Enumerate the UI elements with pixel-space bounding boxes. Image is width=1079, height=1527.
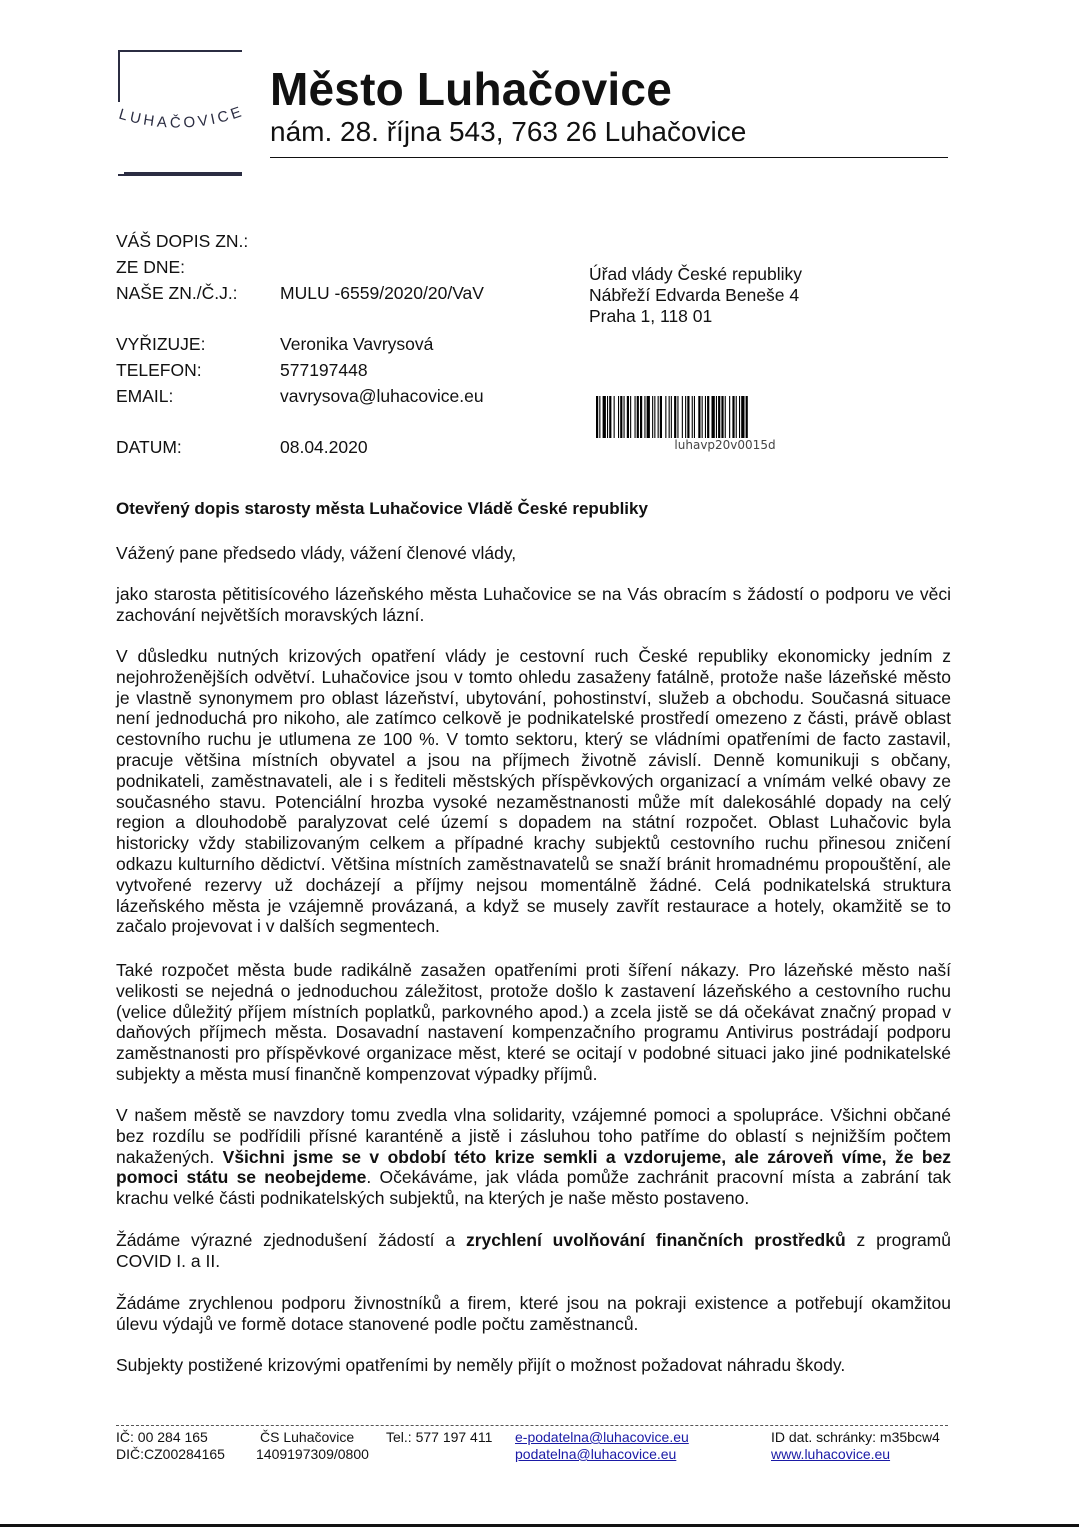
footer-bank-account: 1409197309/0800 (256, 1446, 369, 1462)
barcode-bar (716, 396, 717, 438)
footer-tel: Tel.: 577 197 411 (386, 1429, 493, 1445)
barcode-bar (746, 396, 748, 438)
our-ref-value: MULU -6559/2020/20/VaV (280, 283, 484, 303)
paragraph-4-emphasis: Všichni jsme se v období této krize semkli a vzdorujeme, ale zároveň víme, že bez pomoci státu se neobejdeme (116, 1146, 951, 1188)
footer-web-link[interactable]: www.luhacovice.eu (771, 1446, 891, 1462)
header-divider (270, 157, 948, 158)
barcode-bar (739, 396, 740, 438)
barcode-bar (654, 396, 655, 438)
your-letter-label: VÁŠ DOPIS ZN.: (116, 231, 249, 251)
city-logo (116, 50, 247, 174)
recipient-line-3: Praha 1, 118 01 (589, 306, 713, 326)
paragraph-4: V našem městě se navzdory tomu zvedla vlna solidarity, vzájemné pomoci a spolupráce. Všichni občané bez rozdílu se podřídili přísné karanténě a jistě i zásluhou toho patříme do oblastí s nejnižším počtem nakažených. Všichni jsme se v období této krize semkli a vzdorujeme, ale zároveň víme, že bez pomoci státu se neobejdeme. Očekáváme, jak vláda pomůže zachránit pracovní místa a zabrání tak krachu velké části podnikatelských subjektů, na kterých je naše město postaveno. (116, 1105, 952, 1209)
our-ref-label: NAŠE ZN./Č.J.: (116, 283, 238, 303)
footer-divider (116, 1425, 948, 1426)
svg-text:LUHAČOVICE: LUHAČOVICE (116, 102, 247, 132)
barcode-bar (644, 396, 645, 438)
paragraph-5: Žádáme výrazné zjednodušení žádostí a zrychlení uvolňování finančních prostředků z programů COVID I. a II. (116, 1230, 951, 1271)
barcode-bar (718, 396, 720, 438)
barcode-bar (732, 396, 734, 438)
barcode-bar (736, 396, 737, 438)
paragraph-6: Žádáme zrychlenou podporu živnostníků a firem, které jsou na pokraji existence a potřebují okamžitou úlevu výdajů ve formě dotace stanovené podle počtu zaměstnanců. (116, 1293, 951, 1334)
letter-greeting: Vážený pane předsedo vlády, vážení členové vlády, (116, 543, 517, 563)
barcode-bar (603, 396, 606, 438)
barcode-bar (674, 396, 676, 438)
barcode-bar (596, 396, 598, 438)
barcode-bar (702, 396, 703, 438)
footer-dic: DIČ:CZ00284165 (116, 1446, 225, 1462)
barcode-bar (620, 396, 622, 438)
barcode-bar (609, 396, 611, 438)
phone-value: 577197448 (280, 360, 368, 380)
barcode-bar (607, 396, 608, 438)
email-label: EMAIL: (116, 386, 174, 406)
barcode-bar (669, 396, 670, 438)
barcode-bar (707, 396, 709, 438)
barcode (596, 396, 854, 438)
date-from-label: ZE DNE: (116, 257, 186, 277)
footer-email-2[interactable] (515, 1446, 676, 1462)
phone-label: TELEFON: (116, 360, 202, 380)
barcode-bar (614, 396, 615, 438)
date-value: 08.04.2020 (280, 437, 368, 457)
handled-by-label: VYŘIZUJE: (116, 334, 206, 354)
barcode-bar (627, 396, 629, 438)
barcode-bar (729, 396, 730, 438)
barcode-bar (682, 396, 683, 438)
barcode-bar (640, 396, 642, 438)
barcode-bar (677, 396, 678, 438)
email-value: vavrysova@luhacovice.eu (280, 386, 484, 406)
barcode-bar (647, 396, 650, 438)
barcode-bar (721, 396, 723, 438)
barcode-bar (692, 396, 693, 438)
barcode-bar (725, 396, 726, 438)
footer-email-1[interactable] (515, 1429, 689, 1445)
barcode-bar (741, 396, 744, 438)
handled-by-value: Veronika Vavrysová (280, 334, 434, 354)
footer-web[interactable] (771, 1446, 890, 1462)
barcode-bar (635, 396, 636, 438)
paragraph-3: Také rozpočet města bude radikálně zasažen opatřeními proti šíření nákazy. Pro lázeňské město naší velikosti se nejedná o jednoduchou záležitost, protože došlo k zastavení lázeňského a cestovního ruchu (velice důležitý příjem místních poplatků, parkovného apod.) a zcela jistě se dá očekávat značný propad v daňových příjmech města. Dosavadní nastavení kompenzačního programu Antivirus postrádají podporu zaměstnanosti pro příspěvkové organizace měst, které se ocitají v podobné situaci jako jiné podnikatelské subjekty a města musí finančně kompenzovat výpadky příjmů. (116, 960, 951, 1084)
recipient-line-1: Úřad vlády České republiky (589, 264, 803, 284)
barcode-bar (624, 396, 625, 438)
paragraph-5-emphasis: zrychlení uvolňování finančních prostředků (465, 1230, 846, 1250)
date-label: DATUM: (116, 437, 182, 457)
barcode-bar (694, 396, 695, 438)
recipient-line-2: Nábřeží Edvarda Beneše 4 (589, 285, 800, 305)
footer-email-1-link[interactable]: e-podatelna@luhacovice.eu (515, 1429, 689, 1445)
barcode-bar (599, 396, 600, 438)
city-address: nám. 28. října 543, 763 26 Luhačovice (270, 116, 747, 147)
barcode-bar (630, 396, 631, 438)
barcode-bar (687, 396, 689, 438)
barcode-bar (658, 396, 659, 438)
barcode-bar (712, 396, 715, 438)
paragraph-2: V důsledku nutných krizových opatření vlády je cestovní ruch České republiky ekonomicky jedním z nejohroženějších odvětví. Luhačovice jsou v tomto ohledu zasaženy fatálně, protože naše lázeňské město je vlastně synonymem pro oblast lázeňství, ubytování, pohostinství, služeb a obchodu. Současná situace není jednoduchá pro nikoho, ale zatímco celkově je podnikatelské prostředí omezeno z části, právě oblast cestovního ruchu je utlumena ze 100 %. V tomto sektoru, který se vládními opatřeními de facto zastavil, pracuje většina místních obyvatel a jsou na příjmech životně závislí. Denně komunikuji s občany, podnikateli, zaměstnavateli, ale i s řediteli městských příspěvkových organizací a vnímám velké obavy ze současného stavu. Potenciální hrozba vysoké nezaměstnanosti může mít dalekosáhlé dopady na celý region a dlouhodobě paralyzovat celé území s dopadem na státní rozpočet. Oblast Luhačovic byla historicky vždy stabilizovaným celkem a případné krachy subjektů cestovního ruchu přinesou zničení odkazu kulturního dědictví. Většina místních zaměstnavatelů se snaží bránit hromadnému propouštění, ale vytvořené rezervy už docházejí a příjmy nejsou momentálně žádné. Celá podnikatelská struktura lázeňského města je vzájemně provázaná, a když se musely zavřít restaurace a hotely, okamžitě se to začalo projevovat i v dalších segmentech. (116, 646, 951, 937)
barcode-bar (671, 396, 672, 438)
paragraph-1: jako starosta pětitisícového lázeňského města Luhačovice se na Vás obracím s žádostí o podporu ve věci zachování největších moravských lázní. (116, 584, 951, 625)
logo-wordmark (110, 90, 250, 140)
barcode-bar (698, 396, 700, 438)
barcode-bar (637, 396, 639, 438)
barcode-code: luhavp20v0015d (674, 438, 776, 452)
barcode-bar (652, 396, 653, 438)
footer-bank-name: ČS Luhačovice (260, 1429, 355, 1445)
barcode-bar (685, 396, 686, 438)
barcode-bar (618, 396, 619, 438)
page-title: Město Luhačovice (270, 63, 672, 115)
letter-subject: Otevřený dopis starosty města Luhačovice Vládě České republiky (116, 499, 648, 518)
barcode-bar (705, 396, 706, 438)
paragraph-7: Subjekty postižené krizovými opatřeními by neměly přijít o možnost požadovat náhradu škody. (116, 1355, 846, 1375)
footer-ic: IČ: 00 284 165 (116, 1429, 208, 1445)
barcode-bar (665, 396, 666, 438)
barcode-bar (660, 396, 662, 438)
footer-email-2-link[interactable]: podatelna@luhacovice.eu (515, 1446, 677, 1462)
footer-data-box: ID dat. schránky: m35bcw4 (771, 1429, 940, 1445)
